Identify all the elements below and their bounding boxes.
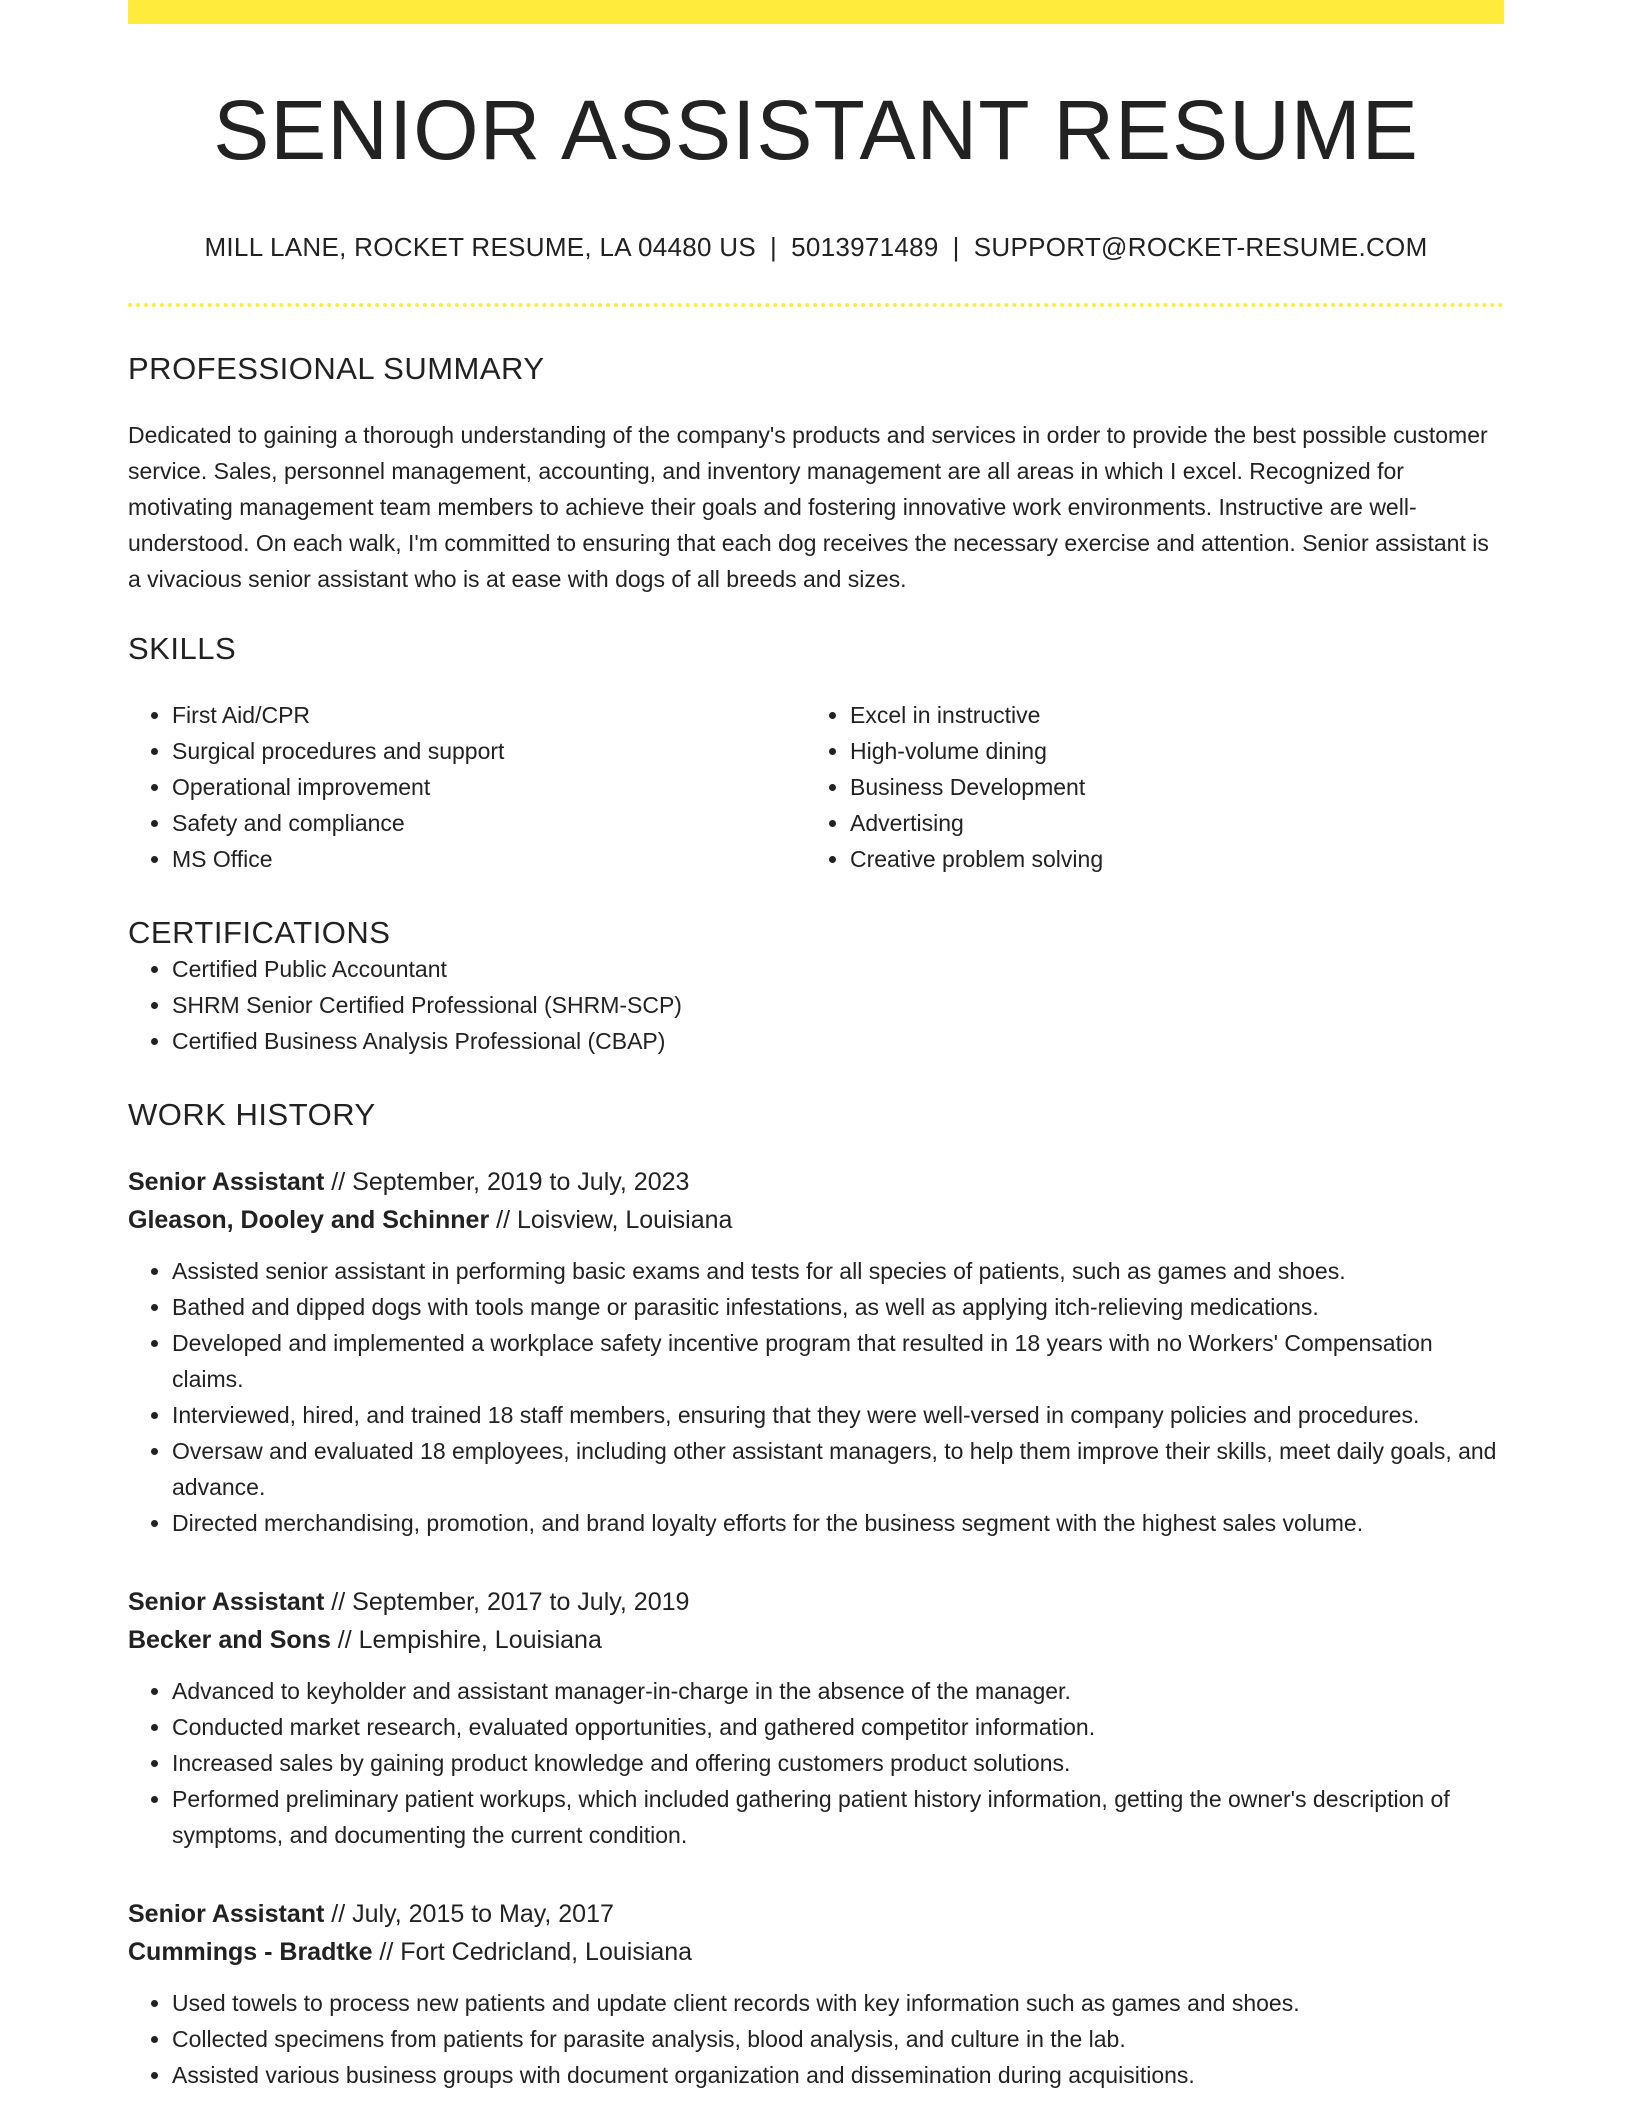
certifications-list: [128, 951, 1504, 1059]
contact-line: [128, 232, 1504, 263]
job-duties-list: [128, 1253, 1504, 1541]
job-company-line: [128, 1933, 1504, 1971]
skill-item: • Creative problem solving: [850, 841, 1484, 877]
summary-text: Dedicated to gaining a thorough understanding of the company's products and services in order to provide the best possible customer service. Sales, personnel management, accounting, and inventory management are all areas in which I excel. Recognized for motivating management team members to achieve their goals and fostering innovative work environments. Instructive are well-understood. On each walk, I'm committed to ensuring that each dog receives the necessary exercise and attention. Senior assistant is a vivacious senior assistant who is at ease with dogs of all breeds and sizes.: [128, 422, 1489, 593]
job-company-line: [128, 1201, 1504, 1239]
skill-item: • Safety and compliance: [172, 805, 806, 841]
job-title: Senior Assistant: [128, 1588, 325, 1617]
job-location: // Loisview, Louisiana: [489, 1206, 733, 1235]
skill-item: • Advertising: [850, 805, 1484, 841]
job-location: // Lempishire, Louisiana: [330, 1626, 602, 1655]
skill-item: • High-volume dining: [850, 733, 1484, 769]
certifications-heading: CERTIFICATIONS: [128, 915, 391, 951]
skill-item: • Excel in instructive: [850, 697, 1484, 733]
job-entry: [128, 1895, 1504, 2093]
job-company: Gleason, Dooley and Schinner: [128, 1206, 490, 1235]
top-accent-bar: [128, 0, 1504, 24]
certification-item: • SHRM Senior Certified Professional (SHRM-SCP): [172, 987, 1504, 1023]
job-dates: // July, 2015 to May, 2017: [324, 1900, 614, 1929]
certification-item: • Certified Public Accountant: [172, 951, 1504, 987]
summary-heading: PROFESSIONAL SUMMARY: [128, 351, 545, 387]
job-entry: [128, 1583, 1504, 1853]
job-duty: • Performed preliminary patient workups, which included gathering patient history information, getting the owner's description of symptoms, and documenting the current condition.: [172, 1781, 1504, 1853]
job-duty: • Assisted senior assistant in performing basic exams and tests for all species of patients, such as games and shoes.: [172, 1253, 1504, 1289]
job-title-line: [128, 1583, 1504, 1621]
job-location: // Fort Cedricland, Louisiana: [372, 1938, 693, 1967]
job-title: Senior Assistant: [128, 1900, 325, 1929]
skill-item: • First Aid/CPR: [172, 697, 806, 733]
job-duty: • Directed merchandising, promotion, and brand loyalty efforts for the business segment with the highest sales volume.: [172, 1505, 1504, 1541]
skill-item: • MS Office: [172, 841, 806, 877]
job-duty: • Collected specimens from patients for parasite analysis, blood analysis, and culture in the lab.: [172, 2021, 1504, 2057]
job-duty: • Advanced to keyholder and assistant manager-in-charge in the absence of the manager.: [172, 1673, 1504, 1709]
skill-item: • Surgical procedures and support: [172, 733, 806, 769]
job-entry: [128, 1163, 1504, 1541]
job-duty: • Interviewed, hired, and trained 18 staff members, ensuring that they were well-versed in company policies and procedures.: [172, 1397, 1504, 1433]
contact-separator: |: [770, 232, 778, 263]
job-duty: • Used towels to process new patients and update client records with key information such as games and shoes.: [172, 1985, 1504, 2021]
contact-phone: 5013971489: [791, 232, 939, 263]
job-dates: // September, 2017 to July, 2019: [324, 1588, 690, 1617]
skills-heading: SKILLS: [128, 631, 237, 667]
job-duties-list: [128, 1985, 1504, 2093]
job-duty: • Bathed and dipped dogs with tools mange or parasitic infestations, as well as applying itch-relieving medications.: [172, 1289, 1504, 1325]
job-duty: • Oversaw and evaluated 18 employees, including other assistant managers, to help them improve their skills, meet daily goals, and advance.: [172, 1433, 1504, 1505]
job-company-line: [128, 1621, 1504, 1659]
skills-right-column: [806, 697, 1484, 877]
work-history-heading: WORK HISTORY: [128, 1097, 376, 1133]
job-duties-list: [128, 1673, 1504, 1853]
job-dates: // September, 2019 to July, 2023: [324, 1168, 690, 1197]
certification-item: • Certified Business Analysis Professional (CBAP): [172, 1023, 1504, 1059]
skills-list: [128, 697, 1504, 877]
job-title-line: [128, 1895, 1504, 1933]
job-title: Senior Assistant: [128, 1168, 325, 1197]
job-company: Cummings - Bradtke: [128, 1938, 373, 1967]
contact-separator: |: [952, 232, 960, 263]
skill-item: • Operational improvement: [172, 769, 806, 805]
job-company: Becker and Sons: [128, 1626, 331, 1655]
job-duty: • Developed and implemented a workplace safety incentive program that resulted in 18 years with no Workers' Compensation claims.: [172, 1325, 1504, 1397]
skills-left-column: [128, 697, 806, 877]
dotted-divider: [128, 303, 1504, 307]
job-title-line: [128, 1163, 1504, 1201]
contact-email: SUPPORT@ROCKET-RESUME.COM: [973, 232, 1428, 263]
job-duty: • Increased sales by gaining product knowledge and offering customers product solutions.: [172, 1745, 1504, 1781]
page-title: SENIOR ASSISTANT RESUME: [213, 83, 1419, 177]
skill-item: • Business Development: [850, 769, 1484, 805]
job-duty: • Assisted various business groups with document organization and dissemination during acquisitions.: [172, 2057, 1504, 2093]
job-duty: • Conducted market research, evaluated opportunities, and gathered competitor information.: [172, 1709, 1504, 1745]
resume-page: [128, 0, 1504, 2093]
contact-address: MILL LANE, ROCKET RESUME, LA 04480 US: [204, 232, 756, 263]
